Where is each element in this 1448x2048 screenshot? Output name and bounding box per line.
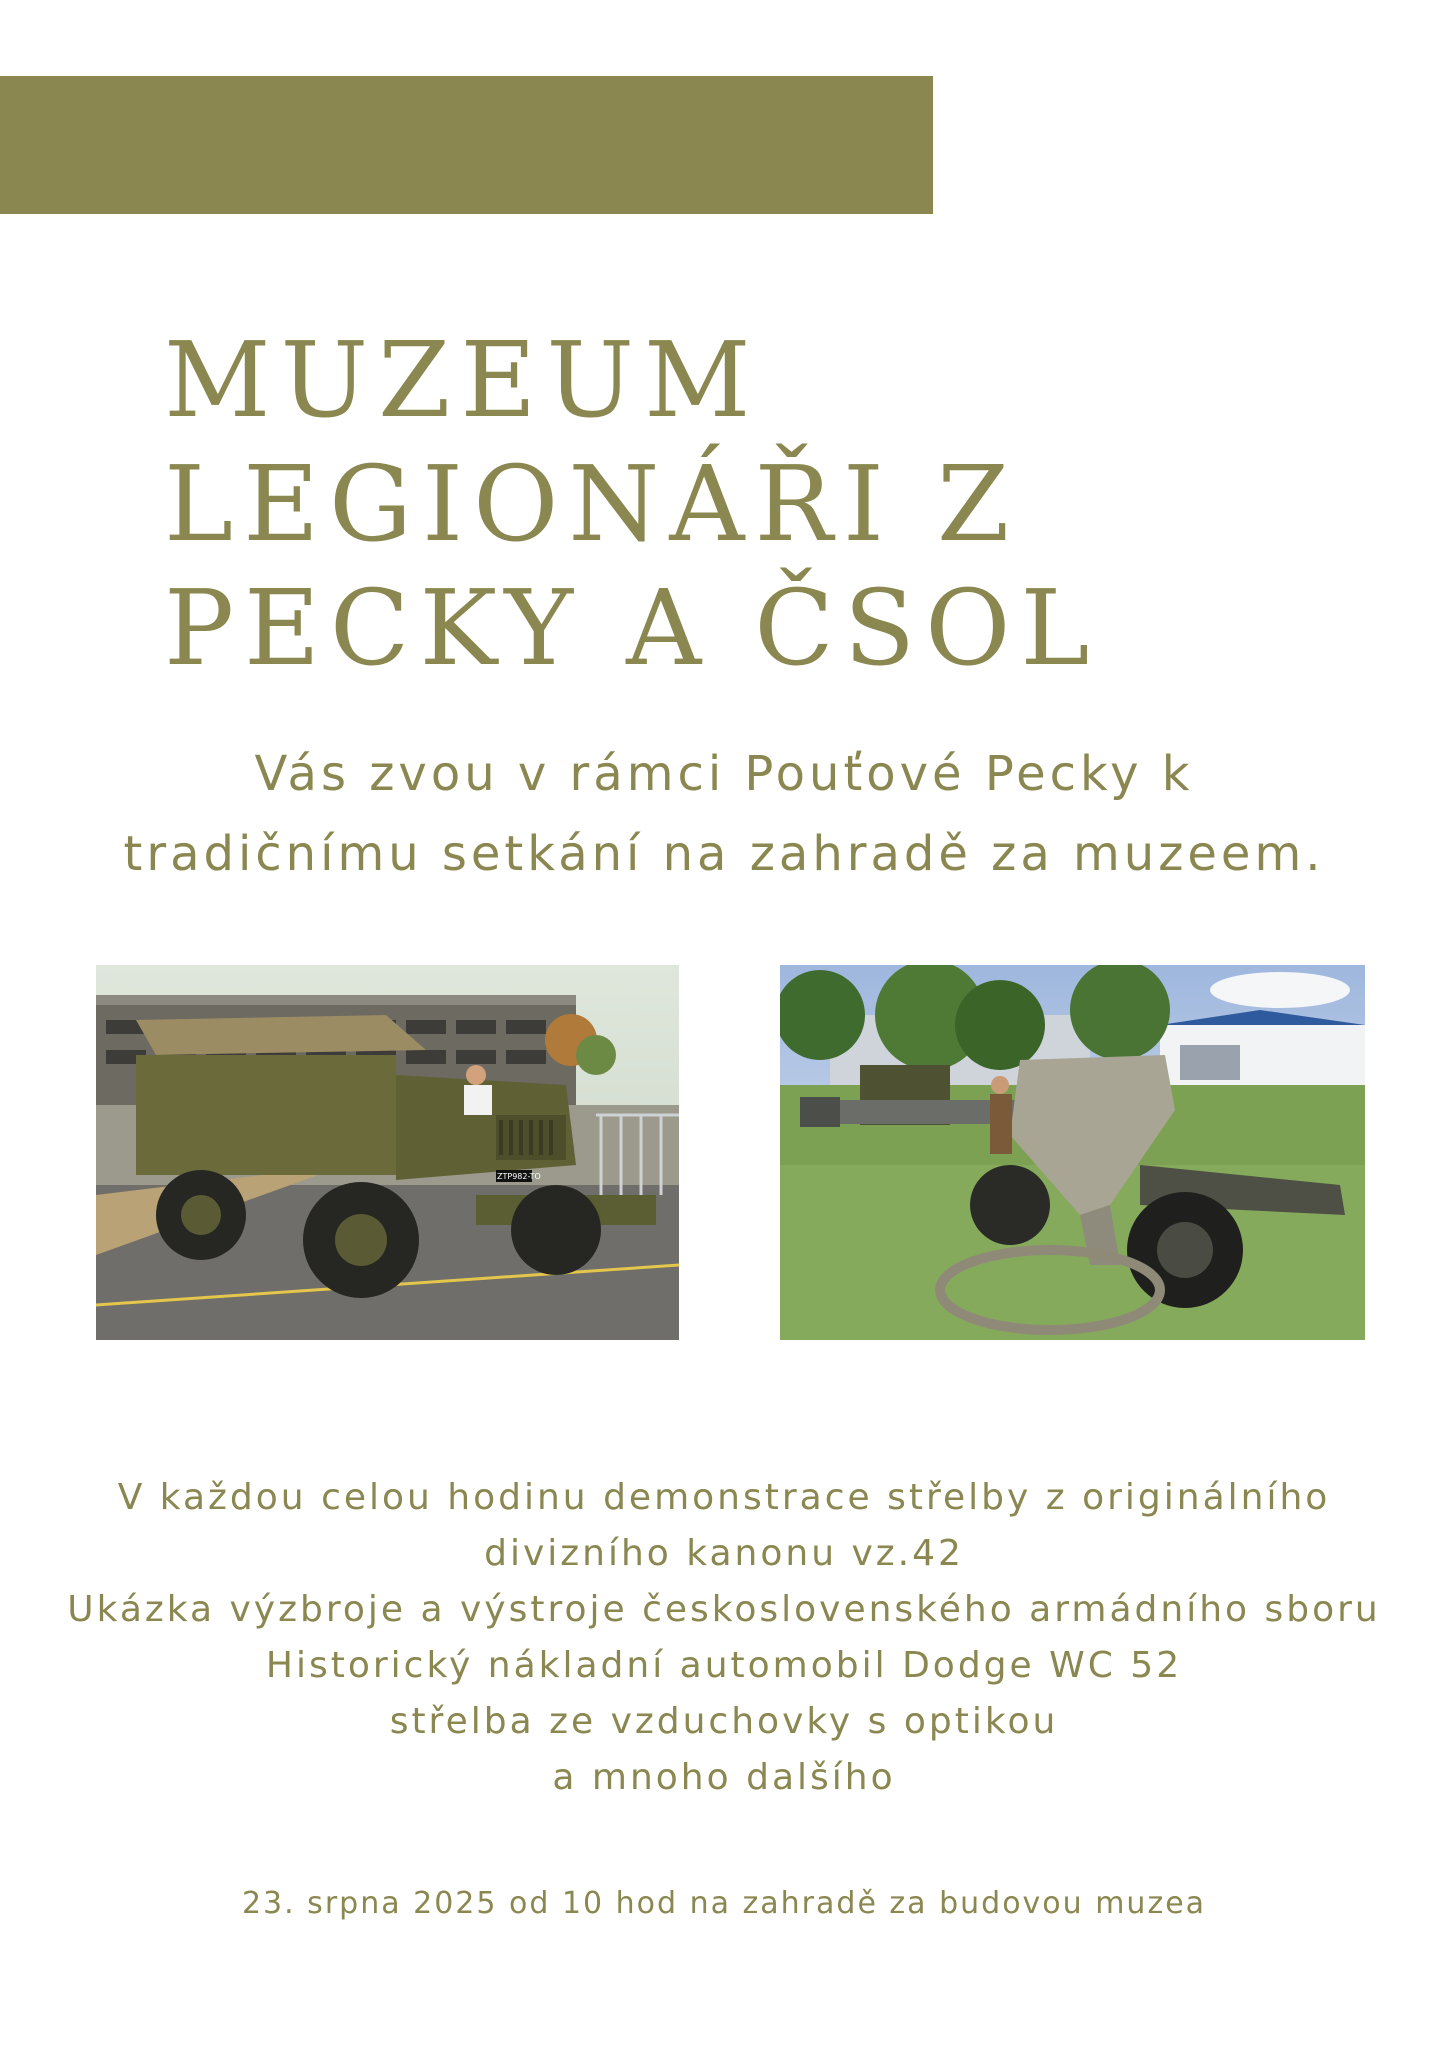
info-line-5: střelba ze vzduchovky s optikou [389, 1701, 1059, 1742]
subtitle-line-1: Vás zvou v rámci Pouťové Pecky k [254, 746, 1194, 802]
info-line-6: a mnoho dalšího [552, 1757, 896, 1798]
info-line-3: Ukázka výzbroje a výstroje československého armádního sboru [67, 1589, 1381, 1630]
info-line-1: V každou celou hodinu demonstrace střelby z originálního [117, 1477, 1331, 1518]
info-line-2: divizního kanonu vz.42 [484, 1533, 964, 1574]
dodge-truck-photo [96, 965, 679, 1340]
license-plate-text: ZTP982-TO [497, 1172, 541, 1181]
subtitle-line-2: tradičnímu setkání na zahradě za muzeem. [123, 826, 1325, 882]
event-program [0, 1470, 1448, 1806]
event-date-location: 23. srpna 2025 od 10 hod na zahradě za budovou muzea [241, 1886, 1207, 1921]
title-line-1: MUZEUM [164, 319, 761, 441]
title-line-3: PECKY A ČSOL [164, 567, 1100, 689]
poster-title [164, 318, 1099, 690]
info-line-4: Historický nákladní automobil Dodge WC 52 [265, 1645, 1183, 1686]
cannon-photo [780, 965, 1365, 1340]
title-line-2: LEGIONÁŘI Z [164, 443, 1020, 565]
decorative-header-bar [0, 76, 933, 214]
invitation-subtitle [0, 734, 1448, 894]
